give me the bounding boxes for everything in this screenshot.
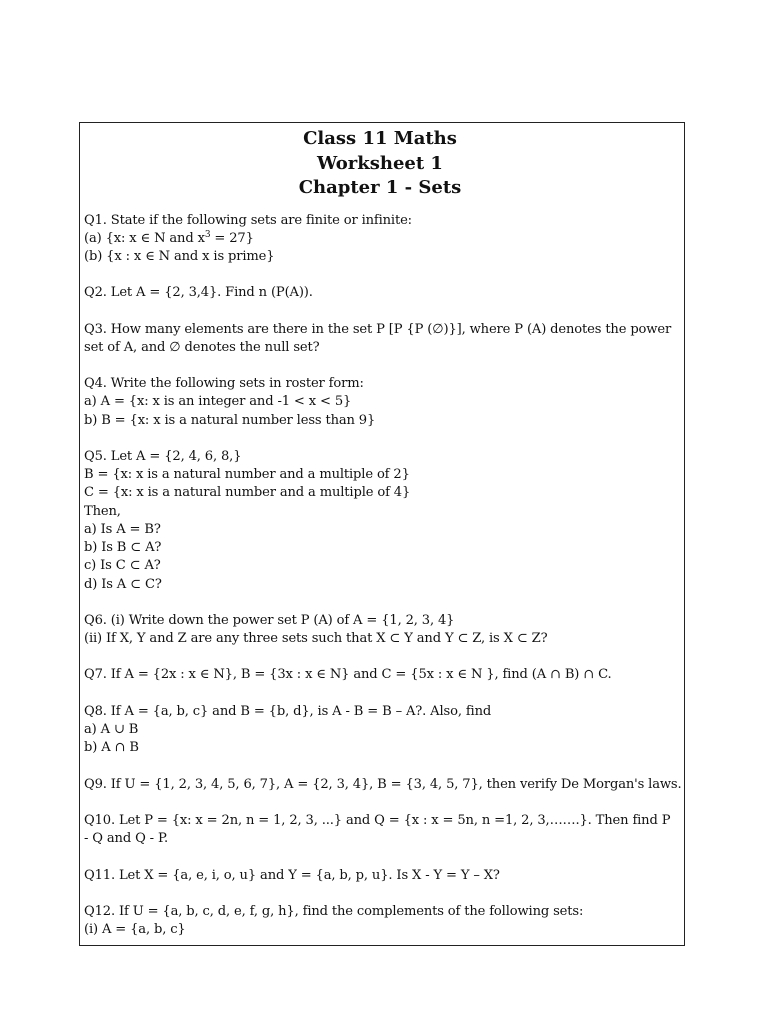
question-8 bbox=[84, 703, 676, 758]
question-1-part-a bbox=[84, 230, 676, 248]
question-8-part-a: a) A ∪ B bbox=[84, 722, 139, 738]
question-6-part-ii: (ii) If X, Y and Z are any three sets such that X ⊂ Y and Y ⊂ Z, is X ⊂ Z? bbox=[84, 631, 548, 647]
question-4 bbox=[84, 375, 676, 430]
question-5-text: Q5. Let A = {2, 4, 6, 8,} bbox=[84, 449, 242, 465]
question-5-part-c: c) Is C ⊂ A? bbox=[84, 558, 161, 574]
question-6-part-i: Q6. (i) Write down the power set P (A) of A = {1, 2, 3, 4} bbox=[84, 612, 455, 628]
question-1-text: Q1. State if the following sets are finite or infinite: bbox=[84, 212, 412, 228]
question-4-part-b: b) B = {x: x is a natural number less than 9} bbox=[84, 412, 376, 428]
question-10-text: Q10. Let P = {x: x = 2n, n = 1, 2, 3, ...} and Q = {x : x = 5n, n =1, 2, 3,…….}. Then find P - Q and Q - P. bbox=[84, 813, 671, 847]
question-5-part-d: d) Is A ⊂ C? bbox=[84, 576, 162, 592]
question-1-exponent: 3 bbox=[204, 229, 211, 240]
question-7 bbox=[84, 666, 676, 684]
question-12-text: Q12. If U = {a, b, c, d, e, f, g, h}, find the complements of the following sets: bbox=[84, 904, 584, 920]
question-6 bbox=[84, 612, 676, 648]
worksheet-title bbox=[84, 127, 676, 201]
question-5-part-b: b) Is B ⊂ A? bbox=[84, 540, 162, 556]
question-2 bbox=[84, 284, 676, 302]
question-4-part-a: a) A = {x: x is an integer and -1 < x < 5} bbox=[84, 394, 352, 410]
question-1-part-a-pre: (a) {x: x ∈ N and x bbox=[84, 230, 205, 246]
question-11 bbox=[84, 867, 676, 885]
question-12 bbox=[84, 903, 676, 939]
question-5-set-c: C = {x: x is a natural number and a multiple of 4} bbox=[84, 485, 411, 501]
question-12-part-i: (i) A = {a, b, c} bbox=[84, 922, 186, 938]
question-7-text: Q7. If A = {2x : x ∈ N}, B = {3x : x ∈ N} and C = {5x : x ∈ N }, find (A ∩ B) ∩ C. bbox=[84, 667, 612, 683]
question-5-part-a: a) Is A = B? bbox=[84, 521, 161, 537]
question-5 bbox=[84, 448, 676, 594]
question-5-then: Then, bbox=[84, 503, 121, 519]
title-worksheet: Worksheet 1 bbox=[317, 152, 443, 174]
title-class: Class 11 Maths bbox=[303, 128, 457, 149]
question-11-text: Q11. Let X = {a, e, i, o, u} and Y = {a, b, p, u}. Is X - Y = Y – X? bbox=[84, 867, 500, 883]
question-5-set-b: B = {x: x is a natural number and a multiple of 2} bbox=[84, 467, 410, 483]
question-3-text: Q3. How many elements are there in the set P [P {P (∅)}], where P (A) denotes the power set of A, and ∅ denotes the null set? bbox=[84, 321, 672, 355]
question-8-text: Q8. If A = {a, b, c} and B = {b, d}, is A - B = B – A?. Also, find bbox=[84, 703, 492, 719]
question-9-text: Q9. If U = {1, 2, 3, 4, 5, 6, 7}, A = {2, 3, 4}, B = {3, 4, 5, 7}, then verify De Morgan's laws. bbox=[84, 776, 682, 792]
question-8-part-b: b) A ∩ B bbox=[84, 740, 139, 756]
question-2-text: Q2. Let A = {2, 3,4}. Find n (P(A)). bbox=[84, 285, 313, 301]
worksheet-page bbox=[79, 122, 685, 946]
question-10 bbox=[84, 812, 676, 848]
question-4-text: Q4. Write the following sets in roster form: bbox=[84, 376, 364, 392]
question-9 bbox=[84, 776, 682, 794]
question-3 bbox=[84, 321, 676, 357]
question-1-part-a-post: = 27} bbox=[210, 230, 254, 246]
question-1-part-b: (b) {x : x ∈ N and x is prime} bbox=[84, 248, 275, 264]
question-1 bbox=[84, 212, 676, 267]
title-chapter: Chapter 1 - Sets bbox=[298, 177, 462, 198]
